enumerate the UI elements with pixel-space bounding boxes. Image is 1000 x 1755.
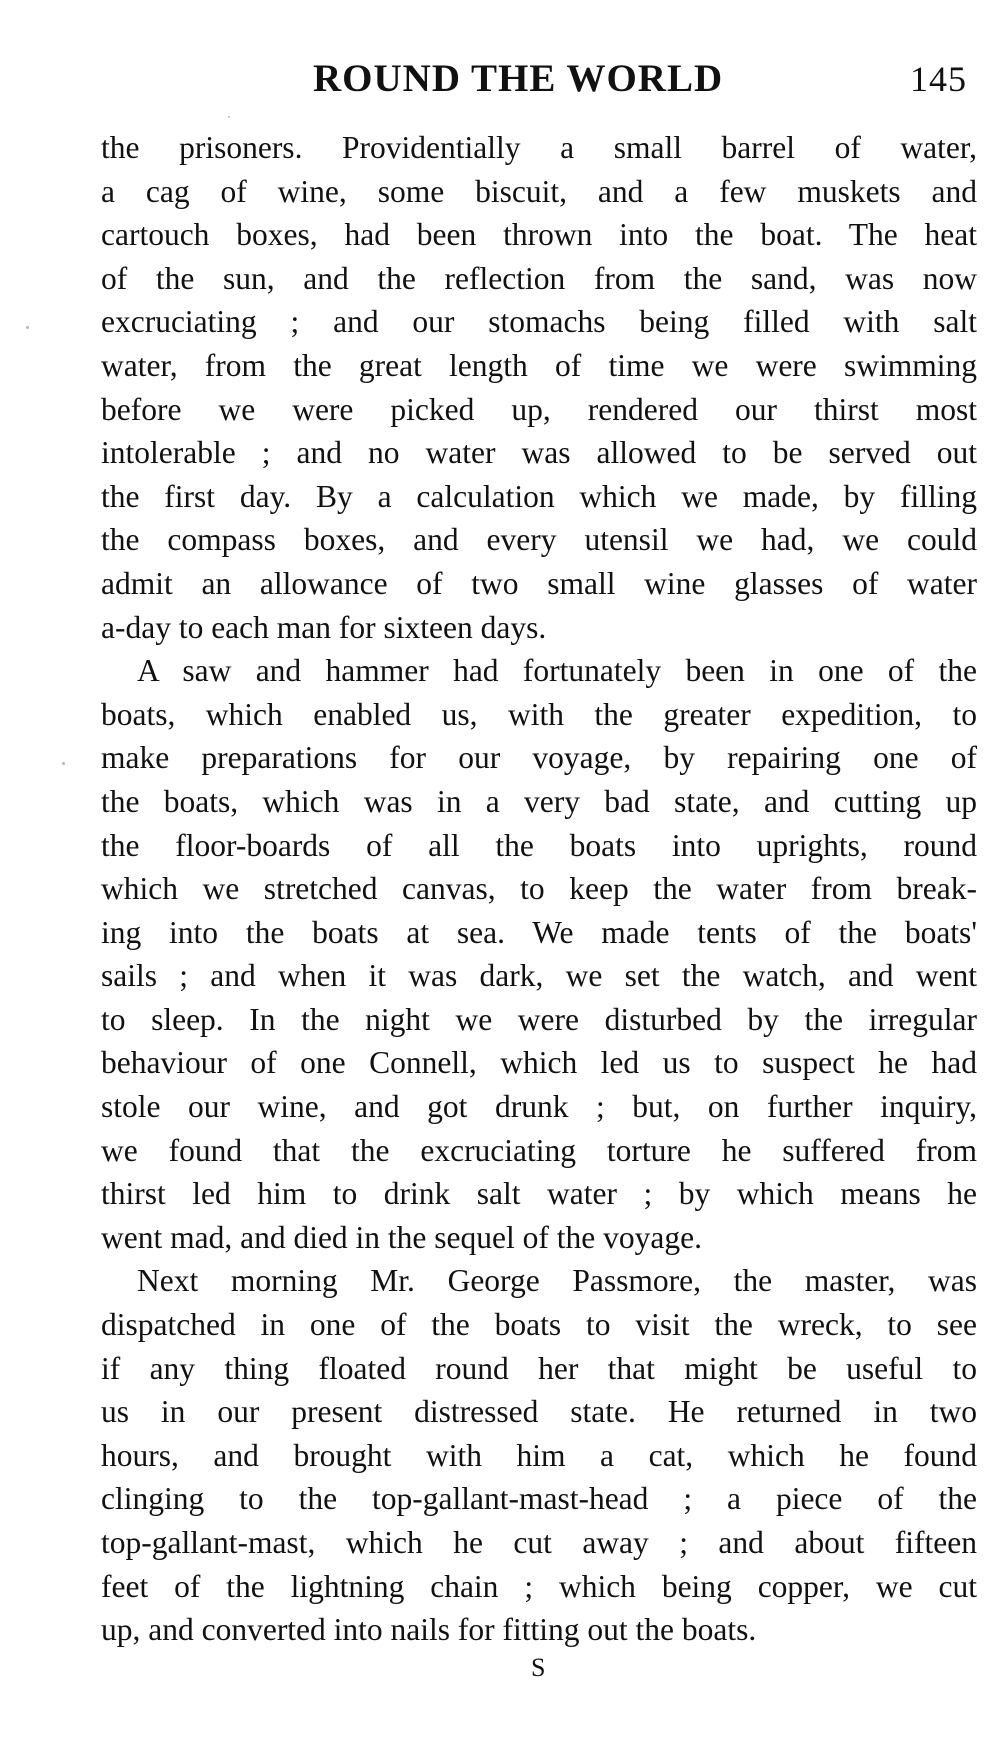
- text-line: ing into the boats at sea. We made tents of the boats': [101, 914, 977, 950]
- page-number: 145: [910, 59, 967, 99]
- running-header: [0, 56, 1000, 116]
- paper-speck: [228, 116, 230, 118]
- paper-speck: [62, 762, 65, 765]
- text-line: the boats, which was in a very bad state, and cutting up: [101, 783, 977, 819]
- paragraph: [101, 1259, 977, 1651]
- text-line: sails ; and when it was dark, we set the watch, and went: [101, 958, 977, 994]
- running-title: ROUND THE WORLD: [313, 57, 724, 100]
- text-line: a-day to each man for sixteen days.: [101, 609, 547, 645]
- text-line: cartouch boxes, had been thrown into the boat. The heat: [101, 217, 977, 253]
- signature-mark: S: [531, 1653, 546, 1682]
- text-line: a cag of wine, some biscuit, and a few muskets and: [101, 173, 977, 209]
- text-line: stole our wine, and got drunk ; but, on further inquiry,: [101, 1089, 977, 1125]
- text-line: up, and converted into nails for fitting out the boats.: [101, 1612, 757, 1648]
- text-line: thirst led him to drink salt water ; by which means he: [101, 1176, 977, 1212]
- text-line: before we were picked up, rendered our thirst most: [101, 391, 977, 427]
- text-line: to sleep. In the night we were disturbed by the irregular: [101, 1001, 977, 1037]
- text-line: top-gallant-mast, which he cut away ; and about fifteen: [101, 1525, 977, 1560]
- text-line: the prisoners. Providentially a small barrel of water,: [101, 130, 977, 165]
- text-line: clinging to the top-gallant-mast-head ; a piece of the: [101, 1481, 977, 1517]
- body-text: [101, 126, 977, 1652]
- paragraph: [101, 126, 977, 649]
- text-line: went mad, and died in the sequel of the voyage.: [101, 1219, 702, 1255]
- text-line: water, from the great length of time we were swimming: [101, 347, 977, 383]
- text-line: behaviour of one Connell, which led us to suspect he had: [101, 1045, 977, 1081]
- text-line: intolerable ; and no water was allowed to be served out: [101, 435, 977, 471]
- text-line: us in our present distressed state. He returned in two: [101, 1394, 977, 1430]
- text-line: Next morning Mr. George Passmore, the master, was: [137, 1263, 977, 1299]
- text-line: boats, which enabled us, with the greater expedition, to: [101, 696, 977, 732]
- text-line: A saw and hammer had fortunately been in one of the: [137, 653, 977, 689]
- text-line: excruciating ; and our stomachs being filled with salt: [101, 304, 977, 340]
- paragraph: [101, 649, 977, 1259]
- text-line: admit an allowance of two small wine glasses of water: [101, 565, 977, 601]
- paper-speck: [26, 326, 29, 329]
- text-line: feet of the lightning chain ; which being copper, we cut: [101, 1568, 977, 1604]
- text-line: the floor-boards of all the boats into uprights, round: [101, 827, 977, 863]
- text-line: hours, and brought with him a cat, which he found: [101, 1437, 977, 1473]
- text-line: the first day. By a calculation which we made, by filling: [101, 478, 977, 514]
- text-line: we found that the excruciating torture he suffered from: [101, 1132, 977, 1168]
- text-line: make preparations for our voyage, by repairing one of: [101, 740, 977, 776]
- text-line: dispatched in one of the boats to visit the wreck, to see: [101, 1307, 977, 1343]
- text-line: of the sun, and the reflection from the sand, was now: [101, 260, 977, 296]
- text-line: if any thing floated round her that might be useful to: [101, 1350, 977, 1386]
- text-line: the compass boxes, and every utensil we had, we could: [101, 522, 977, 558]
- text-line: which we stretched canvas, to keep the water from break-: [101, 871, 977, 907]
